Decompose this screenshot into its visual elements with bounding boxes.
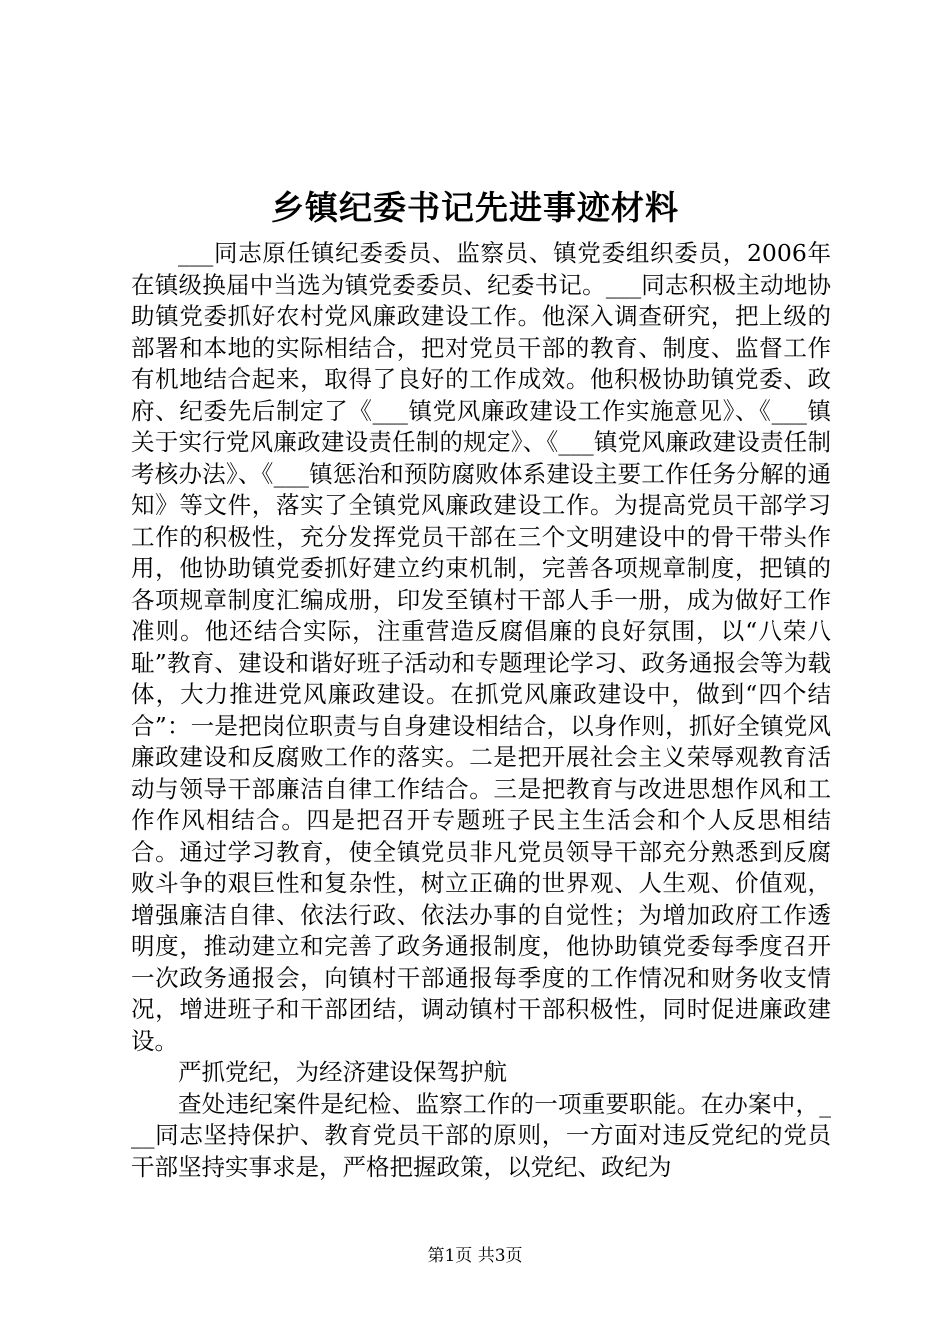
paragraph-intro: ___同志原任镇纪委委员、监察员、镇党委组织委员，2006年在镇级换届中当选为镇党委委员、纪委书记。___同志积极主动地协助镇党委抓好农村党风廉政建设工作。他深入调查研究，把上级的部署和本地的实际相结合，把对党员干部的教育、制度、监督工作有机地结合起来，取得了良好的工作成效。他积极协助镇党委、政府、纪委先后制定了《___镇党风廉政建设工作实施意见》、《___镇关于实行党风廉政建设责任制的规定》、《___镇党风廉政建设责任制考核办法》、《___镇惩治和预防腐败体系建设主要工作任务分解的通知》等文件，落实了全镇党风廉政建设工作。为提高党员干部学习工作的积极性，充分发挥党员干部在三个文明建设中的骨干带头作用，他协助镇党委抓好建立约束机制，完善各项规章制度，把镇的各项规章制度汇编成册，印发至镇村干部人手一册，成为做好工作准则。他还结合实际，注重营造反腐倡廉的良好氛围，以“八荣八耻”教育、建设和谐好班子活动和专题理论学习、政务通报会等为载体，大力推进党风廉政建设。在抓党风廉政建设中，做到“四个结合”：一是把岗位职责与自身建设相结合，以身作则，抓好全镇党风廉政建设和反腐败工作的落实。二是把开展社会主义荣辱观教育活动与领导干部廉洁自律工作结合。三是把教育与改进思想作风和工作作风相结合。四是把召开专题班子民主生活会和个人反思相结合。通过学习教育，使全镇党员非凡党员领导干部充分熟悉到反腐败斗争的艰巨性和复杂性，树立正确的世界观、人生观、价值观，增强廉洁自律、依法行政、依法办事的自觉性；为增加政府工作透明度，推动建立和完善了政务通报制度，他协助镇党委每季度召开一次政务通报会，向镇村干部通报每季度的工作情况和财务收支情况，增进班子和干部团结，调动镇村干部积极性，同时促进廉政建设。 [131,239,831,1055]
document-body [131,238,831,1183]
page-footer: 第1页 共3页 [427,1246,523,1266]
paragraph-case-handling: 查处违纪案件是纪检、监察工作的一项重要职能。在办案中，___同志坚持保护、教育党员干部的原则，一方面对违反党纪的党员干部坚持实事求是，严格把握政策，以党纪、政纪为 [131,1089,831,1181]
document-title: 乡镇纪委书记先进事迹材料 [271,188,679,227]
section-heading: 严抓党纪，为经济建设保驾护航 [178,1058,507,1086]
